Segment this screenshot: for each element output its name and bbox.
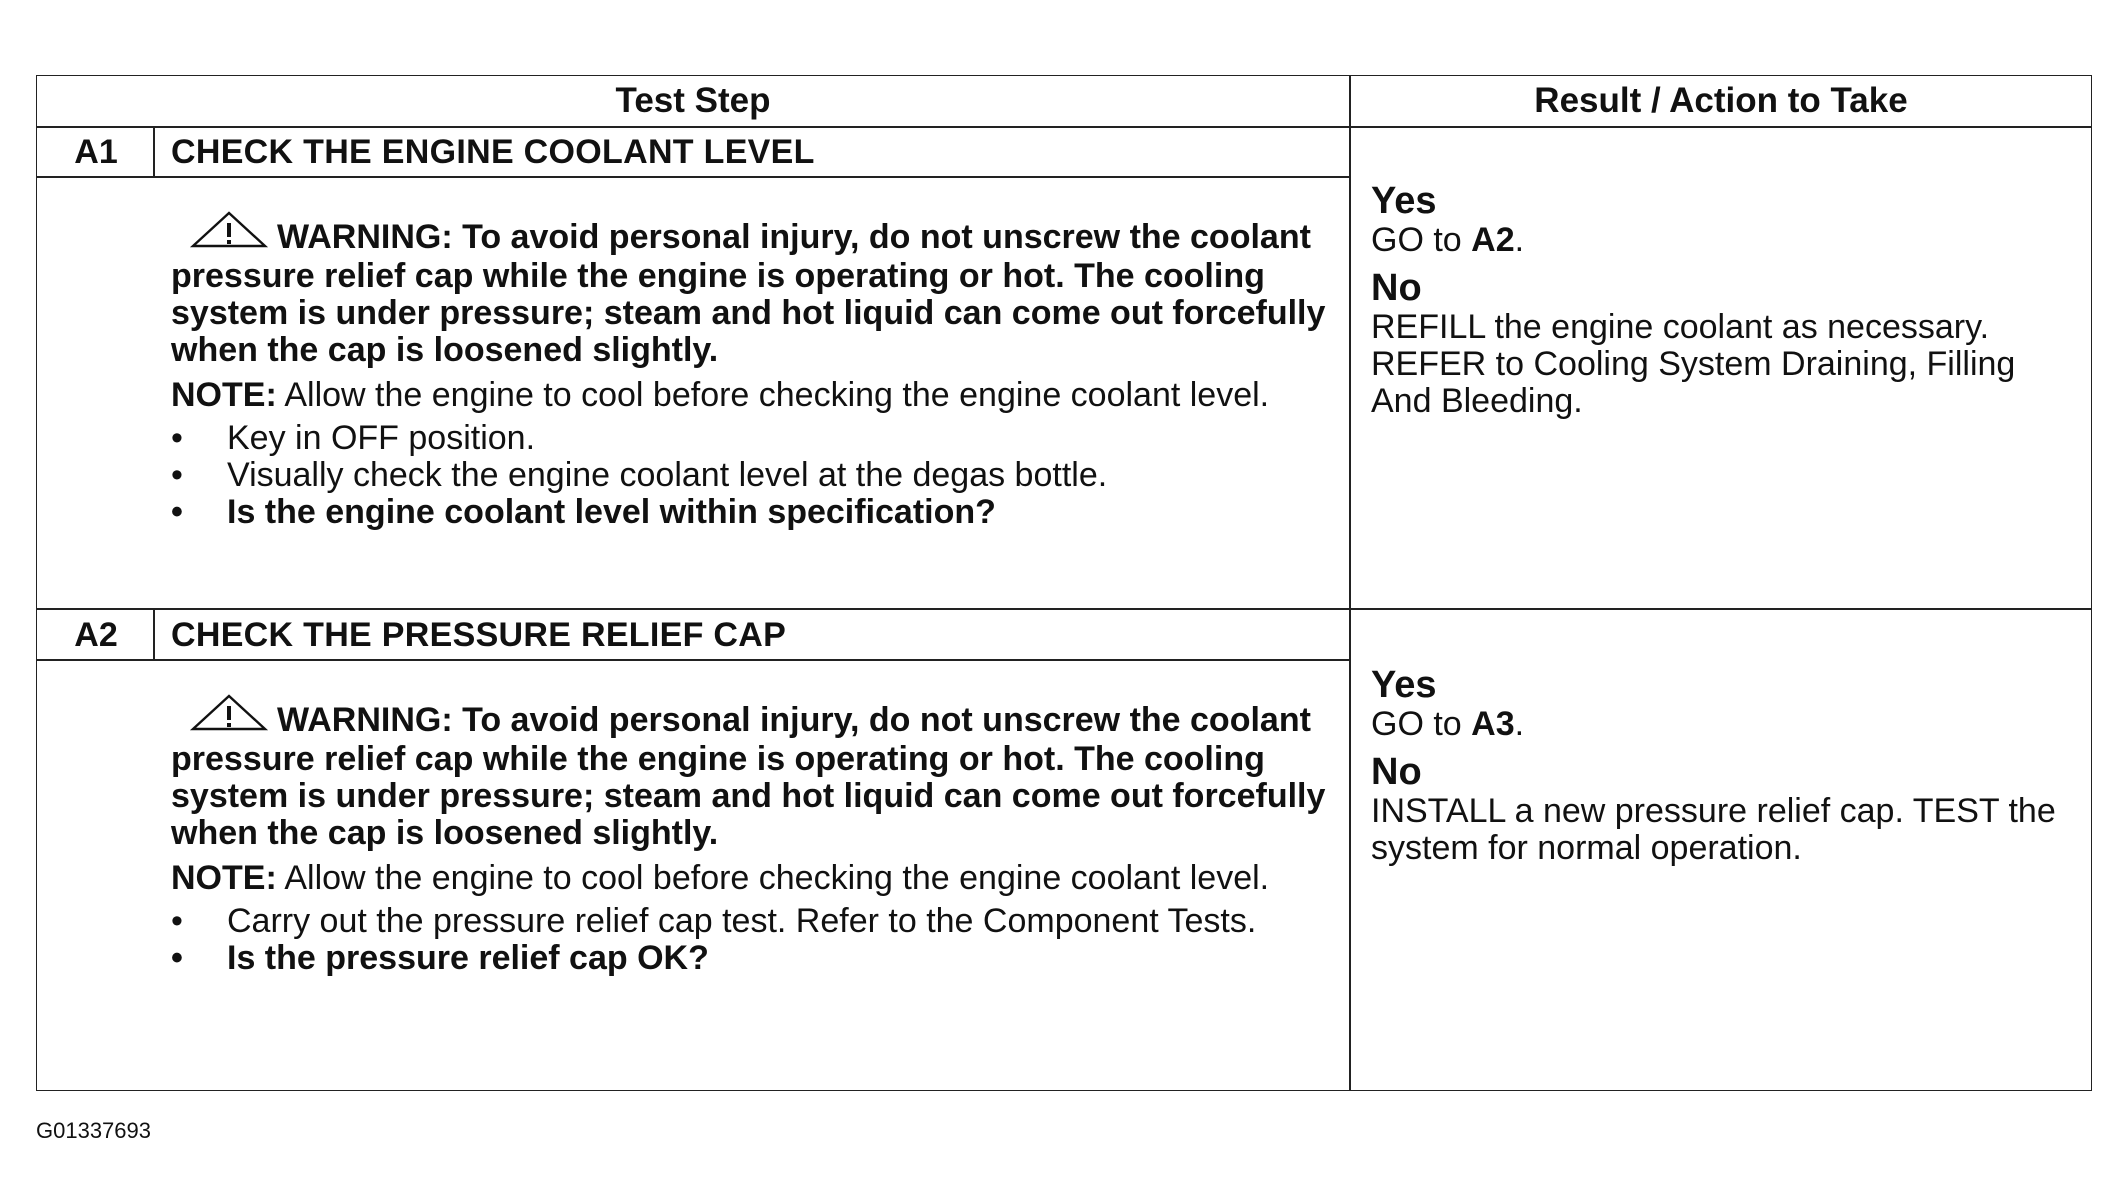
step-a2-warning xyxy=(171,693,1331,852)
yes-target: A2 xyxy=(1471,221,1515,259)
warning-triangle-icon xyxy=(189,210,269,258)
step-a1-warning xyxy=(171,210,1331,369)
step-a2-note xyxy=(171,860,1331,897)
question-item: • Is the pressure relief cap OK? xyxy=(171,940,1331,977)
no-action: REFILL the engine coolant as necessary. REFER to Cooling System Draining, Filling And Bleeding. xyxy=(1371,308,2016,420)
note-text: Allow the engine to cool before checking the engine coolant level. xyxy=(276,859,1270,897)
bullet-item: • Visually check the engine coolant level at the degas bottle. xyxy=(171,457,1331,494)
note-text: Allow the engine to cool before checking the engine coolant level. xyxy=(276,376,1270,414)
warning-triangle-icon xyxy=(189,693,269,741)
step-a2-result xyxy=(1371,664,2081,867)
step-a1-body xyxy=(171,210,1331,531)
no-label: No xyxy=(1371,751,1422,793)
figure-id: G01337693 xyxy=(36,1118,151,1143)
step-a2-id: A2 xyxy=(74,615,118,654)
question-item: • Is the engine coolant level within specification? xyxy=(171,494,1331,531)
step-a2-bullets xyxy=(171,903,1331,977)
yes-label: Yes xyxy=(1371,180,1437,222)
yes-action: GO to A3. xyxy=(1371,705,1525,743)
bullet-item: • Key in OFF position. xyxy=(171,420,1331,457)
no-label: No xyxy=(1371,267,1422,309)
warning-text: WARNING: To avoid personal injury, do not unscrew the coolant pressure relief cap while the engine is operating or hot. The cooling system is under pressure; steam and hot liquid can come out forcefully when the cap is loosened slightly. xyxy=(171,218,1326,369)
yes-action: GO to A2. xyxy=(1371,221,1525,259)
step-a1-bullets xyxy=(171,420,1331,531)
yes-label: Yes xyxy=(1371,664,1437,706)
step-a2-body xyxy=(171,693,1331,977)
step-a2-title: CHECK THE PRESSURE RELIEF CAP xyxy=(171,615,787,654)
column-divider xyxy=(1349,76,1351,1090)
step-a1-note xyxy=(171,377,1331,414)
step-a1-title: CHECK THE ENGINE COOLANT LEVEL xyxy=(171,132,815,171)
step-a1-result xyxy=(1371,180,2081,420)
note-label: NOTE: xyxy=(171,376,277,414)
note-label: NOTE: xyxy=(171,859,277,897)
no-action: INSTALL a new pressure relief cap. TEST the system for normal operation. xyxy=(1371,792,2056,867)
diagnostic-table xyxy=(36,75,2092,1091)
header-result: Result / Action to Take xyxy=(1534,81,1908,120)
warning-text: WARNING: To avoid personal injury, do not unscrew the coolant pressure relief cap while the engine is operating or hot. The cooling system is under pressure; steam and hot liquid can come out forcefully when the cap is loosened slightly. xyxy=(171,701,1326,852)
header-test-step: Test Step xyxy=(615,81,771,120)
bullet-item: • Carry out the pressure relief cap test. Refer to the Component Tests. xyxy=(171,903,1331,940)
step-a1-id: A1 xyxy=(74,132,118,171)
yes-target: A3 xyxy=(1471,705,1515,743)
